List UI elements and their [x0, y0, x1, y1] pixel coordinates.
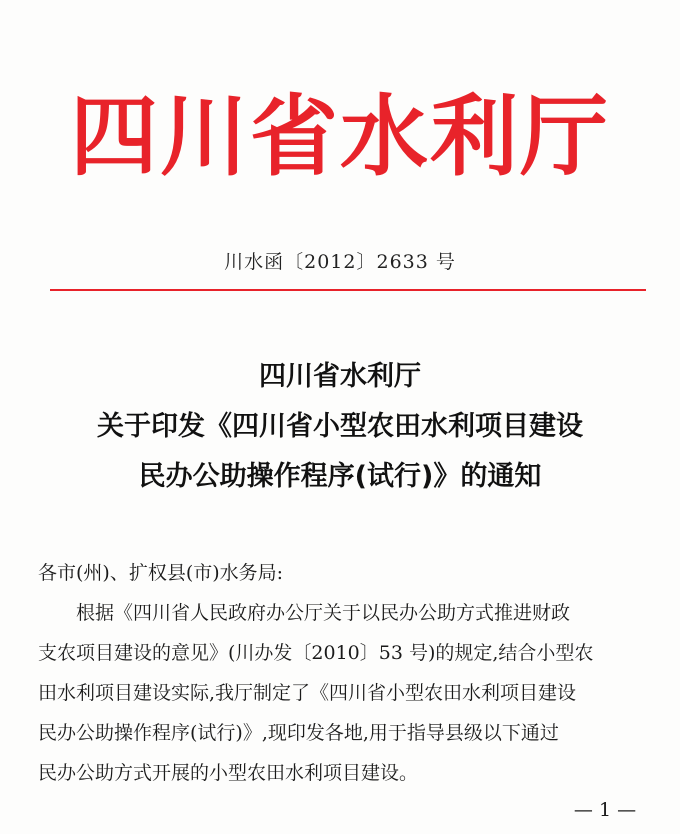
page-number: — 1 — [573, 799, 637, 821]
document-body [38, 553, 658, 793]
title-line: 四川省水利厅 [259, 361, 421, 392]
body-paragraph-line: 民办公助操作程序(试行)》,现印发各地,用于指导县级以下通过 [38, 722, 559, 744]
salutation-line: 各市(州)、扩权县(市)水务局: [38, 562, 284, 584]
document-number: 川水函〔2012〕2633 号 [224, 251, 456, 273]
body-paragraph-line: 田水利项目建设实际,我厅制定了《四川省小型农田水利项目建设 [38, 682, 577, 704]
body-paragraph-line: 根据《四川省人民政府办公厅关于以民办公助方式推进财政 [76, 602, 571, 624]
red-divider-line [50, 289, 646, 291]
body-paragraph-line: 民办公助方式开展的小型农田水利项目建设。 [38, 762, 419, 784]
title-line: 民办公助操作程序(试行)》的通知 [138, 461, 542, 492]
title-line: 关于印发《四川省小型农田水利项目建设 [97, 411, 583, 442]
issuing-authority-header: 四川省水利厅 [69, 85, 610, 188]
document-title [0, 352, 680, 502]
body-paragraph-line: 支农项目建设的意见》(川办发〔2010〕53 号)的规定,结合小型农 [38, 642, 594, 664]
